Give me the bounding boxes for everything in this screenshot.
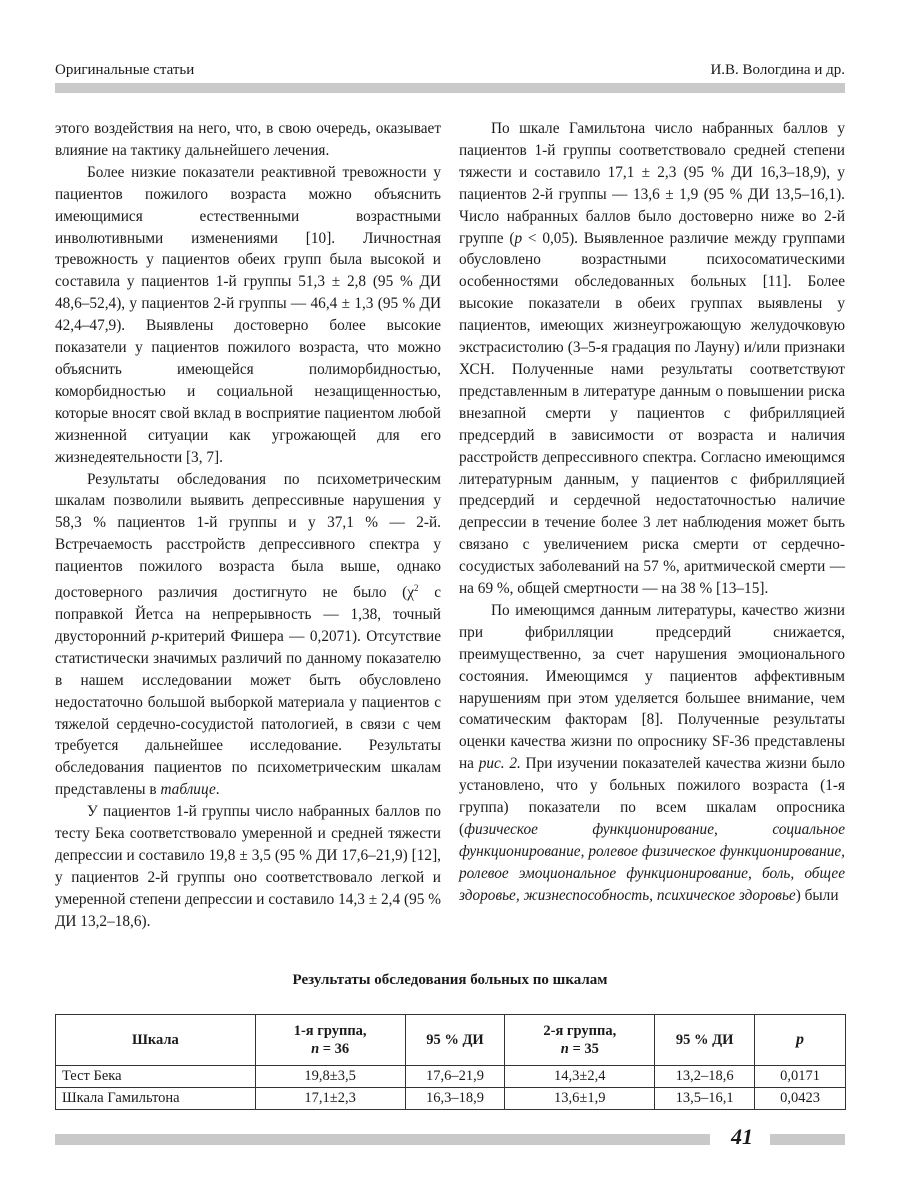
cell-group1: 17,1±2,3	[255, 1088, 405, 1110]
header-divider-bar	[55, 83, 845, 93]
table-header-row	[56, 1015, 846, 1066]
paragraph: У пациентов 1-й группы число набранных баллов по тесту Бека соответствовало умеренной и средней тяжести депрессии и составило 19,8 ± 3,5 (95 % ДИ 17,6–21,9) [12], у пациентов 2-й группы оно соответствовало легкой и умеренной степени депрессии и составило 14,3 ± 2,4 (95 % ДИ 13,2–18,6).	[55, 803, 441, 930]
header-ci1: 95 % ДИ	[405, 1015, 505, 1066]
right-column	[459, 118, 845, 907]
page-number: 41	[731, 1124, 753, 1149]
results-table	[55, 1014, 846, 1110]
table-row	[56, 1088, 846, 1110]
header-group1: 1-я группа, n = 36	[255, 1015, 405, 1066]
footer-bar-right	[770, 1134, 845, 1145]
cell-ci2: 13,5–16,1	[655, 1088, 755, 1110]
cell-ci1: 17,6–21,9	[405, 1066, 505, 1088]
paragraph: этого воздействия на него, что, в свою очередь, оказывает влияние на тактику дальнейшего лечения.	[55, 120, 441, 159]
paragraph: По шкале Гамильтона число набранных баллов у пациентов 1-й группы соответствовало средней степени тяжести и составило 17,1 ± 2,3 (95 % ДИ 16,3–18,9), у пациентов 2-й группы — 13,6 ± 1,9 (95 % ДИ 13,5–16,1). Число набранных баллов было достоверно ниже во 2-й группе (p < 0,05). Выявленное различие между группами обусловлено возрастными психосоматическими особенностями обследованных больных [11]. Более высокие показатели в обеих группах выявлены у пациентов, имеющих жизнеугрожающую желудочковую экстрасистолию (3–5-я градация по Лауну) и/или признаки ХСН. Полученные нами результаты соответствуют представленным в литературе данным о повышении риска внезапной смерти у пациентов с фибрилляцией предсердий в зависимости от возраста и наличия расстройств депрессивного спектра. Согласно имеющимся литературным данным, у пациентов с фибрилляцией предсердий и сердечной недостаточностью наличие депрессии в течение более 3 лет наблюдения может быть связано с увеличением риска смерти от сердечно-сосудистых заболеваний на 57 %, аритмической смерти — на 69 %, общей смертности — на 38 % [13–15].	[459, 120, 846, 598]
cell-group2: 14,3±2,4	[505, 1066, 655, 1088]
table-row	[56, 1066, 846, 1088]
cell-ci1: 16,3–18,9	[405, 1088, 505, 1110]
table-caption: Результаты обследования больных по шкалам	[292, 972, 608, 988]
cell-scale: Шкала Гамильтона	[56, 1088, 256, 1110]
paragraph: По имеющимся данным литературы, качество жизни при фибрилляции предсердий снижается, преимущественно, за счет нарушения эмоционального состояния. Имеющимся у пациентов аффективным нарушениям при этом уделяется большее внимание, чем соматическим факторам [8]. Полученные результаты оценки качества жизни по опроснику SF-36 представлены на рис. 2. При изучении показателей качества жизни было установлено, что у больных пожилого возраста (1-я группа) показатели по всем шкалам опросника (физическое функционирование, социальное функционирование, ролевое физическое функционирование, ролевое эмоциональное функционирование, боль, общее здоровье, жизнеспособность, психическое здоровье) были	[459, 601, 845, 904]
cell-ci2: 13,2–18,6	[655, 1066, 755, 1088]
cell-group2: 13,6±1,9	[505, 1088, 655, 1110]
figure-reference: рис. 2.	[478, 755, 521, 773]
paragraph: Более низкие показатели реактивной тревожности у пациентов пожилого возраста можно объяснить имеющимися естественными возрастными инволютивными изменениями [10]. Личностная тревожность у пациентов обеих групп была высокой и составила у пациентов 1-й группы 51,3 ± 2,8 (95 % ДИ 48,6–52,4), у пациентов 2-й группы — 46,4 ± 1,3 (95 % ДИ 42,4–47,9). Выявлены достоверно более высокие показатели у пациентов пожилого возраста, что можно объяснить имеющейся полиморбидностью, коморбидностью и социальной незащищенностью, которые вносят свой вклад в восприятие пациентом любой жизненной ситуации как угрожающей для его жизнедеятельности [3, 7].	[55, 163, 441, 466]
footer-bar	[55, 1134, 710, 1145]
section-title: Оригинальные статьи	[55, 62, 195, 78]
header-scale: Шкала	[56, 1015, 256, 1066]
cell-scale: Тест Бека	[56, 1066, 256, 1088]
cell-p: 0,0423	[755, 1088, 846, 1110]
header-ci2: 95 % ДИ	[655, 1015, 755, 1066]
cell-p: 0,0171	[755, 1066, 846, 1088]
authors: И.В. Вологдина и др.	[710, 62, 845, 78]
running-head	[55, 62, 845, 82]
header-group2: 2-я группа, n = 35	[505, 1015, 655, 1066]
cell-group1: 19,8±3,5	[255, 1066, 405, 1088]
table-reference: таблице	[160, 781, 216, 799]
left-column	[55, 118, 441, 933]
paragraph: Результаты обследования по психометрическим шкалам позволили выявить депрессивные нарушения у 58,3 % пациентов 1-й группы и у 37,1 % — 2-й. Встречаемость расстройств депрессивного спектра у пациентов пожилого возраста была выше, однако достоверного различия достигнуто не было ($\chi^2$ с поправкой Йетса на непрерывность — 1,38, точный двусторонний p-критерий Фишера — 0,2071). Отсутствие статистически значимых различий по данному показателю в нашем исследовании может быть обусловлено недостаточно большой выборкой материала у пациентов с тяжелой сердечно-сосудистой патологией, в связи с чем требуется дальнейшее исследование. Результаты обследования пациентов по психометрическим шкалам представлены в таблице.	[55, 470, 441, 799]
header-p: p	[755, 1015, 846, 1066]
